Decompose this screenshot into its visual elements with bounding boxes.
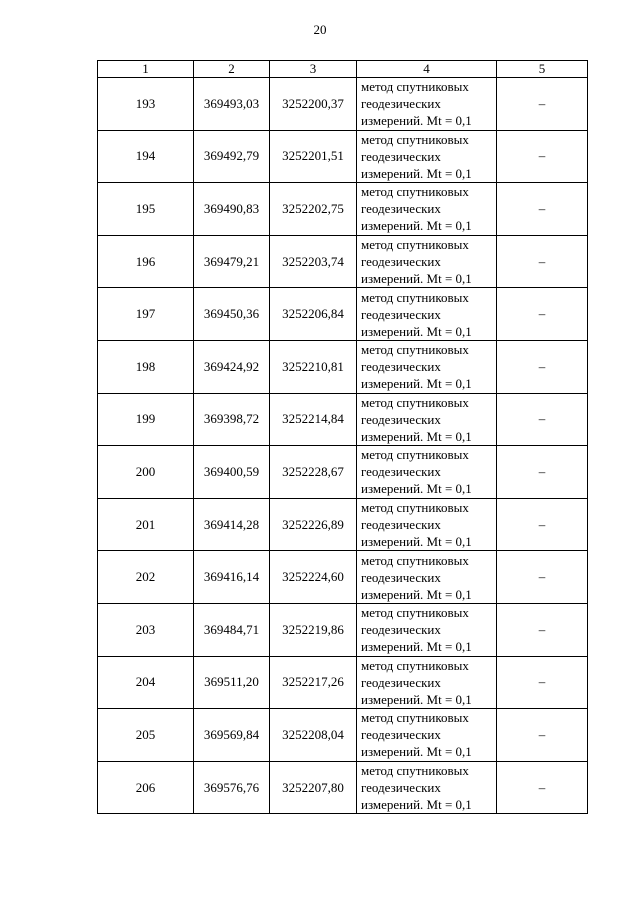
x-coordinate-cell: 369490,83 (194, 183, 270, 236)
x-coordinate-cell: 369492,79 (194, 130, 270, 183)
method-line: метод спутниковых (361, 131, 469, 147)
point-number-cell: 200 (98, 446, 194, 499)
note-cell: – (497, 235, 588, 288)
method-line: измерений. Mt = 0,1 (361, 586, 472, 602)
method-line: геодезических (361, 727, 441, 743)
method-line: метод спутниковых (361, 710, 469, 726)
method-line: измерений. Mt = 0,1 (361, 218, 472, 234)
point-number-cell: 198 (98, 340, 194, 393)
point-number-cell: 194 (98, 130, 194, 183)
column-header: 4 (357, 61, 497, 78)
table-header-row (98, 61, 588, 78)
method-cell (357, 78, 497, 131)
method-line: геодезических (361, 411, 441, 427)
column-header: 1 (98, 61, 194, 78)
table-row (98, 183, 588, 236)
table-row (98, 340, 588, 393)
x-coordinate-cell: 369479,21 (194, 235, 270, 288)
method-cell (357, 130, 497, 183)
y-coordinate-cell: 3252219,86 (270, 603, 357, 656)
method-line: измерений. Mt = 0,1 (361, 428, 472, 444)
method-cell (357, 288, 497, 341)
x-coordinate-cell: 369484,71 (194, 603, 270, 656)
x-coordinate-cell: 369400,59 (194, 446, 270, 499)
y-coordinate-cell: 3252226,89 (270, 498, 357, 551)
coordinates-table (97, 60, 588, 814)
method-line: измерений. Mt = 0,1 (361, 323, 472, 339)
table-body (98, 78, 588, 814)
method-line: метод спутниковых (361, 500, 469, 516)
note-cell: – (497, 130, 588, 183)
method-line: геодезических (361, 780, 441, 796)
method-line: метод спутниковых (361, 342, 469, 358)
method-cell (357, 603, 497, 656)
y-coordinate-cell: 3252210,81 (270, 340, 357, 393)
column-header: 5 (497, 61, 588, 78)
table-row (98, 78, 588, 131)
note-cell: – (497, 551, 588, 604)
note-cell: – (497, 288, 588, 341)
y-coordinate-cell: 3252201,51 (270, 130, 357, 183)
method-line: геодезических (361, 517, 441, 533)
method-cell (357, 709, 497, 762)
table-row (98, 393, 588, 446)
method-line: метод спутниковых (361, 605, 469, 621)
method-cell (357, 498, 497, 551)
method-cell (357, 656, 497, 709)
method-line: измерений. Mt = 0,1 (361, 165, 472, 181)
y-coordinate-cell: 3252228,67 (270, 446, 357, 499)
y-coordinate-cell: 3252203,74 (270, 235, 357, 288)
method-line: метод спутниковых (361, 447, 469, 463)
note-cell: – (497, 393, 588, 446)
y-coordinate-cell: 3252207,80 (270, 761, 357, 814)
method-line: геодезических (361, 254, 441, 270)
method-line: геодезических (361, 96, 441, 112)
method-cell (357, 551, 497, 604)
method-line: геодезических (361, 359, 441, 375)
x-coordinate-cell: 369424,92 (194, 340, 270, 393)
point-number-cell: 193 (98, 78, 194, 131)
method-line: геодезических (361, 622, 441, 638)
point-number-cell: 199 (98, 393, 194, 446)
note-cell: – (497, 709, 588, 762)
method-line: геодезических (361, 464, 441, 480)
x-coordinate-cell: 369416,14 (194, 551, 270, 604)
x-coordinate-cell: 369511,20 (194, 656, 270, 709)
method-line: геодезических (361, 306, 441, 322)
x-coordinate-cell: 369414,28 (194, 498, 270, 551)
x-coordinate-cell: 369576,76 (194, 761, 270, 814)
table-row (98, 446, 588, 499)
note-cell: – (497, 498, 588, 551)
method-line: измерений. Mt = 0,1 (361, 639, 472, 655)
method-line: измерений. Mt = 0,1 (361, 534, 472, 550)
method-cell (357, 340, 497, 393)
method-cell (357, 183, 497, 236)
page-number: 20 (313, 22, 327, 37)
y-coordinate-cell: 3252200,37 (270, 78, 357, 131)
point-number-cell: 205 (98, 709, 194, 762)
x-coordinate-cell: 369398,72 (194, 393, 270, 446)
table-row (98, 761, 588, 814)
y-coordinate-cell: 3252206,84 (270, 288, 357, 341)
method-line: метод спутниковых (361, 237, 469, 253)
x-coordinate-cell: 369569,84 (194, 709, 270, 762)
y-coordinate-cell: 3252208,04 (270, 709, 357, 762)
point-number-cell: 197 (98, 288, 194, 341)
method-cell (357, 235, 497, 288)
method-line: геодезических (361, 674, 441, 690)
method-line: измерений. Mt = 0,1 (361, 691, 472, 707)
note-cell: – (497, 446, 588, 499)
method-cell (357, 393, 497, 446)
table-row (98, 656, 588, 709)
method-cell (357, 446, 497, 499)
method-line: измерений. Mt = 0,1 (361, 797, 472, 813)
x-coordinate-cell: 369450,36 (194, 288, 270, 341)
point-number-cell: 206 (98, 761, 194, 814)
point-number-cell: 196 (98, 235, 194, 288)
method-line: геодезических (361, 201, 441, 217)
table-row (98, 603, 588, 656)
y-coordinate-cell: 3252217,26 (270, 656, 357, 709)
column-header: 3 (270, 61, 357, 78)
point-number-cell: 203 (98, 603, 194, 656)
method-line: метод спутниковых (361, 552, 469, 568)
point-number-cell: 201 (98, 498, 194, 551)
method-line: измерений. Mt = 0,1 (361, 113, 472, 129)
table-row (98, 130, 588, 183)
method-cell (357, 761, 497, 814)
method-line: геодезических (361, 569, 441, 585)
table-row (98, 551, 588, 604)
point-number-cell: 202 (98, 551, 194, 604)
table-row (98, 288, 588, 341)
note-cell: – (497, 78, 588, 131)
note-cell: – (497, 183, 588, 236)
note-cell: – (497, 656, 588, 709)
point-number-cell: 195 (98, 183, 194, 236)
note-cell: – (497, 340, 588, 393)
y-coordinate-cell: 3252202,75 (270, 183, 357, 236)
point-number-cell: 204 (98, 656, 194, 709)
method-line: метод спутниковых (361, 763, 469, 779)
x-coordinate-cell: 369493,03 (194, 78, 270, 131)
method-line: измерений. Mt = 0,1 (361, 376, 472, 392)
method-line: метод спутниковых (361, 394, 469, 410)
note-cell: – (497, 603, 588, 656)
column-header: 2 (194, 61, 270, 78)
method-line: метод спутниковых (361, 79, 469, 95)
table-row (98, 498, 588, 551)
method-line: измерений. Mt = 0,1 (361, 744, 472, 760)
y-coordinate-cell: 3252224,60 (270, 551, 357, 604)
note-cell: – (497, 761, 588, 814)
table-row (98, 235, 588, 288)
method-line: измерений. Mt = 0,1 (361, 481, 472, 497)
method-line: геодезических (361, 148, 441, 164)
method-line: измерений. Mt = 0,1 (361, 271, 472, 287)
table-row (98, 709, 588, 762)
y-coordinate-cell: 3252214,84 (270, 393, 357, 446)
method-line: метод спутниковых (361, 184, 469, 200)
method-line: метод спутниковых (361, 657, 469, 673)
method-line: метод спутниковых (361, 289, 469, 305)
